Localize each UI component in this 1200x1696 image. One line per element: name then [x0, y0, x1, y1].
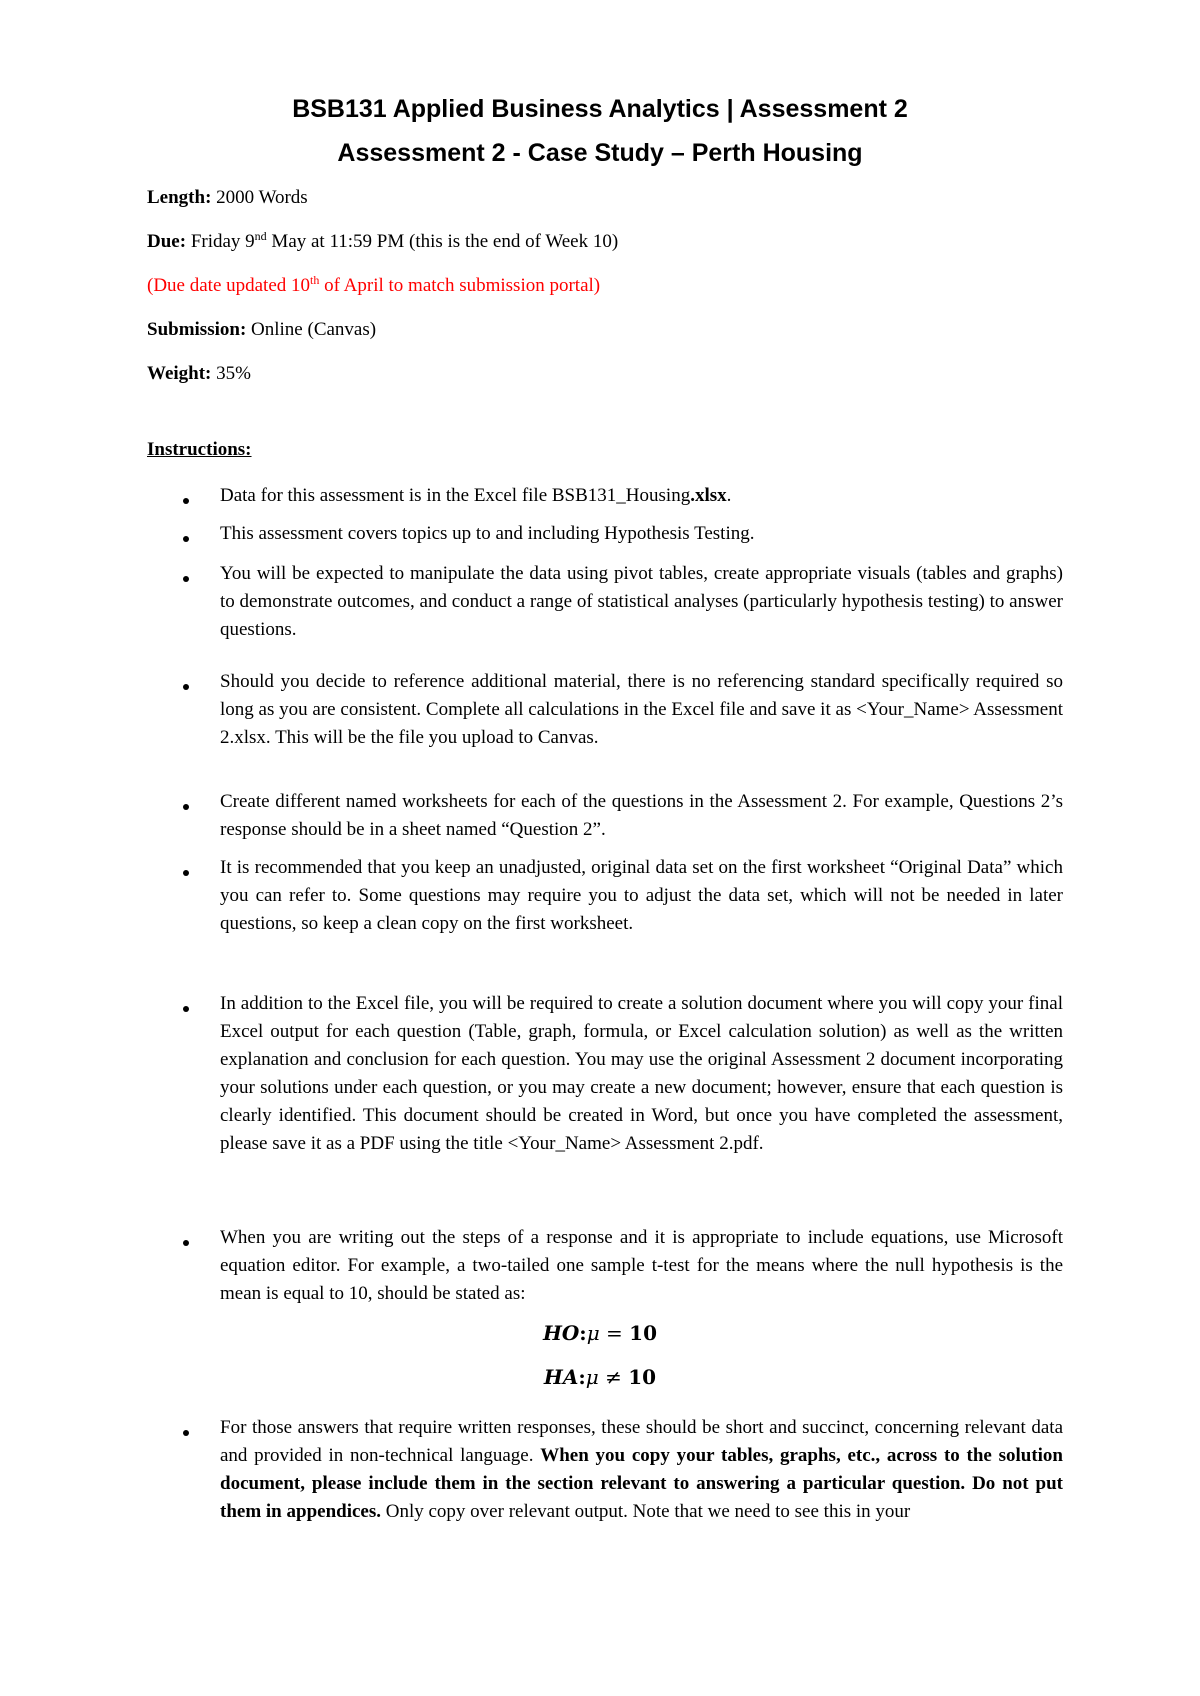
- alternative-hypothesis-equation: [0, 1364, 1200, 1390]
- instruction-item-solution-document: In addition to the Excel file, you will be required to create a solution document where you will copy your final Excel output for each question (Table, graph, formula, or Excel calculation solution) as well as the written explanation and conclusion for each question. You may use the original Assessment 2 document incorporating your solutions under each question, or you may create a new document; however, ensure that each question is clearly identified. This document should be created in Word, but once you have completed the assessment, please save it as a PDF using the title <Your_Name> Assessment 2.pdf.: [220, 993, 1063, 1154]
- bullet-icon: [183, 1006, 189, 1012]
- h0-separator: :: [579, 1321, 587, 1345]
- written-responses-bold-text: When you copy your tables, graphs, etc., across to the solution document, please include them in the section relevant to answering a particular question. Do not put them in appendices.: [220, 1445, 1063, 1522]
- instruction-item-original-data: It is recommended that you keep an unadjusted, original data set on the first worksheet “Original Data” which you can refer to. Some questions may require you to adjust the data set, which will not be needed in later questions, so keep a clean copy on the first worksheet.: [220, 857, 1063, 934]
- instruction-item-pivot-tables: You will be expected to manipulate the data using pivot tables, create appropriate visuals (tables and graphs) to demonstrate outcomes, and conduct a range of statistical analyses (particularly hypothesis testing) to answer questions.: [220, 563, 1063, 640]
- bullet-icon: [183, 498, 189, 504]
- due-update-end: of April to match submission portal): [319, 275, 601, 296]
- weight-line: [147, 362, 251, 386]
- due-superscript: nd: [254, 229, 267, 243]
- instruction-item-data-file: [220, 482, 1063, 510]
- weight-label: Weight:: [147, 363, 212, 384]
- due-line: [147, 230, 618, 254]
- due-update-superscript: th: [310, 273, 320, 287]
- due-label: Due:: [147, 231, 187, 252]
- length-value: 2000 Words: [211, 187, 308, 208]
- h0-number: 10: [629, 1321, 658, 1345]
- length-line: [147, 186, 308, 210]
- instruction-item-equations: When you are writing out the steps of a response and it is appropriate to include equations, use Microsoft equation editor. For example, a two-tailed one sample t-test for the means where the null hypothesis is the mean is equal to 10, should be stated as:: [220, 1227, 1063, 1304]
- submission-line: [147, 318, 376, 342]
- due-value-start: Friday 9: [186, 231, 255, 252]
- h0-mu: μ: [586, 1321, 600, 1345]
- length-label: Length:: [147, 187, 212, 208]
- instruction-item-worksheets: Create different named worksheets for each of the questions in the Assessment 2. For example, Questions 2’s response should be in a sheet named “Question 2”.: [220, 791, 1063, 840]
- bullet-icon: [183, 804, 189, 810]
- data-file-extension: .xlsx: [690, 485, 727, 506]
- instructions-heading: Instructions:: [147, 439, 252, 460]
- bullet-icon: [183, 1240, 189, 1246]
- bullet-icon: [183, 536, 189, 542]
- submission-value: Online (Canvas): [246, 319, 377, 340]
- due-value-end: May at 11:59 PM (this is the end of Week 10): [266, 231, 619, 252]
- submission-label: Submission:: [147, 319, 247, 340]
- document-title: BSB131 Applied Business Analytics | Assessment 2: [292, 95, 908, 123]
- due-update-note: [147, 274, 600, 298]
- bullet-icon: [183, 576, 189, 582]
- data-file-text: Data for this assessment is in the Excel file BSB131_Housing: [220, 485, 691, 506]
- instruction-item-referencing: Should you decide to reference additional material, there is no referencing standard specifically required so long as you are consistent. Complete all calculations in the Excel file and save it as <Your_Name> Assessment 2.xlsx. This will be the file you upload to Canvas.: [220, 671, 1063, 748]
- instruction-item-topics: This assessment covers topics up to and including Hypothesis Testing.: [220, 523, 755, 544]
- due-update-start: (Due date updated 10: [147, 275, 311, 296]
- written-responses-text: For those answers that require written responses, these should be short and succinct, concerning relevant data and provided in non-technical language.: [220, 1417, 1063, 1466]
- instruction-item-written-responses: [220, 1414, 1063, 1526]
- h0-operator: =: [599, 1321, 630, 1345]
- h0-variable: HO: [542, 1321, 580, 1345]
- bullet-icon: [183, 870, 189, 876]
- written-responses-tail: Only copy over relevant output. Note that we need to see this in your: [381, 1501, 911, 1522]
- document-subtitle: Assessment 2 - Case Study – Perth Housing: [337, 139, 863, 167]
- bullet-icon: [183, 684, 189, 690]
- ha-operator: ≠: [598, 1365, 629, 1389]
- ha-variable: HA: [543, 1365, 579, 1389]
- ha-number: 10: [628, 1365, 657, 1389]
- ha-mu: μ: [585, 1365, 599, 1389]
- ha-separator: :: [578, 1365, 586, 1389]
- weight-value: 35%: [211, 363, 251, 384]
- bullet-icon: [183, 1430, 189, 1436]
- null-hypothesis-equation: [0, 1320, 1200, 1346]
- data-file-period: .: [726, 485, 732, 506]
